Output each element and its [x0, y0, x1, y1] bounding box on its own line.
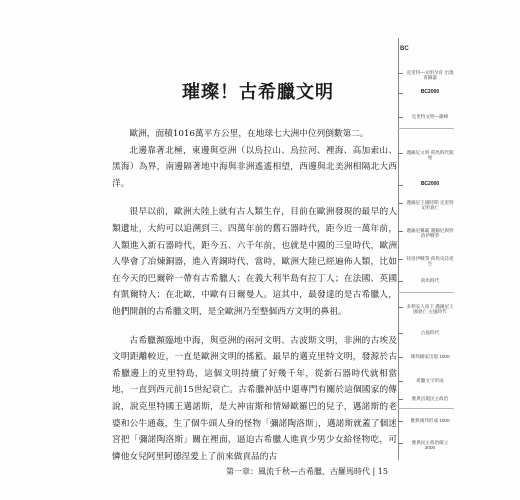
body-text [112, 126, 397, 465]
page-footer: 第一章：風流千秋—古希臘、古羅馬時代 | 15 [226, 467, 388, 476]
timeline-item: 邁錫尼王國時期 克里特文明衰亡 [398, 200, 458, 211]
timeline-divider [398, 408, 454, 409]
timeline-head: BC [400, 46, 409, 52]
timeline-divider [398, 292, 454, 293]
timeline-item: 希臘文字形成 [398, 378, 458, 383]
timeline-item: 雅典出現民主政治 [398, 396, 458, 401]
timeline-item: 邁錫尼稱霸 邁錫尼與特洛伊戰爭 [398, 228, 458, 239]
footer-chapter: 第一章 [226, 467, 250, 476]
page-number: 15 [377, 467, 388, 476]
footer-section-title: 風流千秋—古希臘、古羅馬時代 [258, 467, 370, 476]
timeline-divider [398, 128, 454, 129]
timeline-item: 荷馬時代 [398, 278, 458, 283]
timeline-item: 特洛伊戰爭 荷馬史詩產生 [398, 256, 458, 267]
timeline-item: 多利安人南下 邁錫尼王國衰亡 古風時代 [398, 304, 458, 315]
main-text-column [112, 38, 397, 462]
timeline-item: 邁錫尼文明 荷馬時代開始 [398, 150, 458, 161]
timeline-sidebar [398, 38, 458, 460]
paragraph-3: 很早以前，歐洲大陸上就有古人類生存，目前在歐洲發現的最早的人類遺址，大約可以追溯到三、四萬年前的舊石器時代，距今近一萬年前，人類進入新石器時代，距今五、六千年前，也就是中國的三皇時代，歐洲人學會了冶煉銅器，進入青銅時代，當時，歐洲大陸已經遍佈人類，比如在今天的巴爾幹一帶有古希臘人；在義大利半島有拉丁人；在法國、英國有凱爾特人；在北歐，中歐有日爾曼人。這其中，最發達的是古希臘人，他們開創的古希臘文明，是全歐洲乃至整個西方文明的鼻祖。 [112, 207, 397, 317]
timeline-item: 雅典城邦形成 1000 [398, 418, 458, 423]
timeline-year: BC2000 [398, 90, 458, 95]
timeline-item: 雅典民主政治確立 2000 [398, 440, 458, 451]
paragraph-4: 古希臘瀕臨地中海，與亞洲的兩河文明、古波斯文明，非洲的古埃及文明距離較近，一直是歐洲文明的搖籃。最早的邁克里特文明，發源於古希臘邊上的克里特島，這個文明持續了好幾千年，從新石器時代就相當地，一直到西元前15世紀衰亡。古希臘神話中還專門有關於這個國家的傳說，說克里特國王邁諾斯，是大神宙斯和情婦歐羅巴的兒子，邁諾斯的老婆和公牛通姦，生了個牛頭人身的怪物「彌諾陶洛斯」，邁諾斯就蓋了個迷宮把「彌諾陶洛斯」關在裡面，逼迫古希臘人進貢少男少女給怪物吃，可憐他女兒阿里阿德涅愛上了前來做貢品的古 [112, 335, 397, 462]
timeline-item: 克里特—文明孕育 出現青銅器 [398, 70, 458, 81]
timeline-item: 城邦國家出現 1000 [398, 354, 458, 359]
timeline-item: 古風時代 [398, 330, 458, 335]
timeline-year: BC2000 [398, 182, 458, 187]
timeline-item: 克里特文明—巔峰 [398, 114, 458, 119]
paragraph-2: 北邊靠著北極，東邊與亞洲（以烏拉山、烏拉河、裡海、高加索山、黑海）為界，南邊隔著地中海與非洲遙遙相望，西邊與北美洲相隔北大西洋。 [112, 145, 397, 189]
chapter-title: 璀璨！古希臘文明 [182, 82, 334, 103]
paragraph-1: 歐洲，面積1016萬平方公里，在地球七大洲中位列倒數第二。 [129, 129, 369, 139]
